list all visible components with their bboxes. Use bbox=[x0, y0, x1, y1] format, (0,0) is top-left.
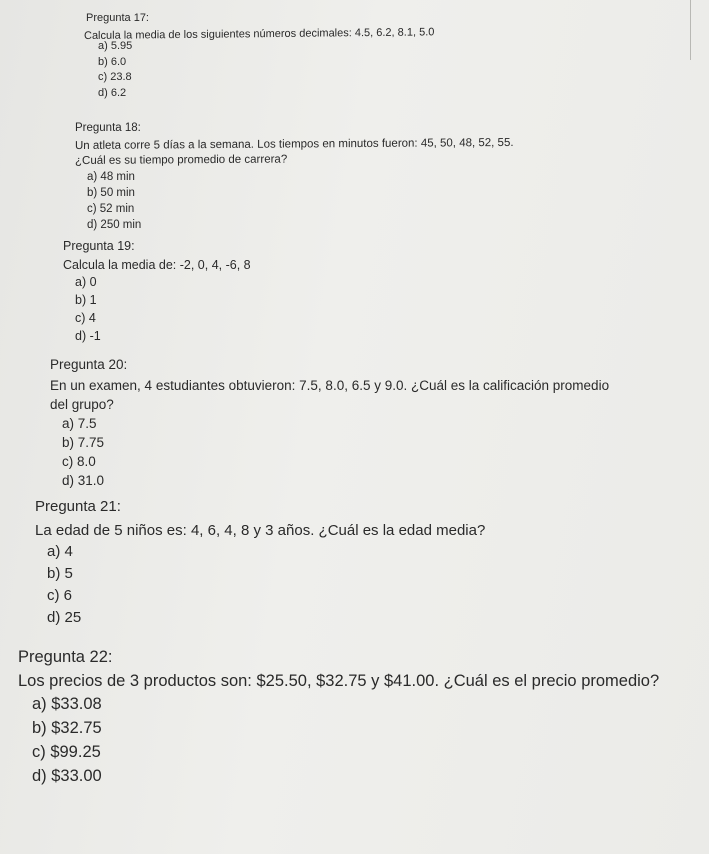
question-title: Pregunta 19: bbox=[63, 239, 135, 253]
question-22 bbox=[18, 646, 659, 788]
answer-options bbox=[75, 169, 514, 233]
answer-options bbox=[50, 414, 610, 490]
answer-option: a) 4 bbox=[47, 543, 73, 560]
answer-option: b) 7.75 bbox=[62, 435, 105, 450]
paper-edge-divider bbox=[690, 0, 691, 60]
question-17 bbox=[86, 11, 434, 101]
answer-option: b) 1 bbox=[75, 293, 97, 307]
answer-option: d) 6.2 bbox=[98, 86, 127, 99]
answer-option: d) 250 min bbox=[87, 219, 142, 231]
question-title: Pregunta 20: bbox=[50, 357, 128, 372]
question-19 bbox=[63, 238, 251, 345]
question-stem: Un atleta corre 5 días a la semana. Los tiempos en minutos fueron: 45, 50, 48, 52, 55. bbox=[75, 136, 514, 152]
question-21 bbox=[35, 497, 485, 629]
answer-options bbox=[63, 273, 251, 345]
answer-options bbox=[86, 39, 434, 101]
answer-option: d) -1 bbox=[75, 329, 101, 343]
answer-option: b) 5 bbox=[47, 565, 73, 582]
answer-option: c) 4 bbox=[75, 311, 96, 325]
question-18 bbox=[75, 121, 514, 233]
question-20 bbox=[50, 356, 610, 490]
question-stem-line-2: ¿Cuál es su tiempo promedio de carrera? bbox=[75, 153, 288, 167]
answer-option: a) 5.95 bbox=[98, 40, 133, 52]
answer-option: c) $99.25 bbox=[32, 743, 101, 761]
answer-option: c) 23.8 bbox=[98, 71, 132, 83]
answer-option: b) 50 min bbox=[87, 187, 135, 199]
question-stem: La edad de 5 niños es: 4, 6, 4, 8 y 3 años. ¿Cuál es la edad media? bbox=[35, 522, 486, 539]
answer-option: c) 6 bbox=[47, 587, 73, 604]
question-title: Pregunta 21: bbox=[35, 498, 121, 515]
question-stem: En un examen, 4 estudiantes obtuvieron: 7.5, 8.0, 6.5 y 9.0. ¿Cuál es la calificación promedio del grupo? bbox=[50, 378, 610, 412]
answer-option: c) 8.0 bbox=[62, 454, 96, 469]
question-stem: Los precios de 3 productos son: $25.50, $32.75 y $41.00. ¿Cuál es el precio promedio? bbox=[18, 672, 660, 690]
question-title: Pregunta 17: bbox=[86, 12, 149, 24]
answer-options bbox=[18, 692, 659, 788]
answer-option: d) $33.00 bbox=[32, 767, 102, 785]
question-title: Pregunta 22: bbox=[18, 648, 113, 666]
answer-options bbox=[35, 541, 485, 629]
answer-option: c) 52 min bbox=[87, 203, 135, 215]
answer-option: a) 7.5 bbox=[62, 416, 97, 431]
answer-option: a) 48 min bbox=[87, 171, 135, 183]
question-stem: Calcula la media de: -2, 0, 4, -6, 8 bbox=[63, 258, 251, 272]
answer-option: d) 31.0 bbox=[62, 473, 105, 488]
question-title: Pregunta 18: bbox=[75, 122, 141, 134]
answer-option: d) 25 bbox=[47, 609, 82, 626]
answer-option: b) 6.0 bbox=[98, 55, 127, 68]
question-stem: Calcula la media de los siguientes números decimales: 4.5, 6.2, 8.1, 5.0 bbox=[84, 26, 435, 42]
answer-option: b) $32.75 bbox=[32, 719, 102, 737]
answer-option: a) 0 bbox=[75, 275, 97, 289]
answer-option: a) $33.08 bbox=[32, 695, 102, 713]
